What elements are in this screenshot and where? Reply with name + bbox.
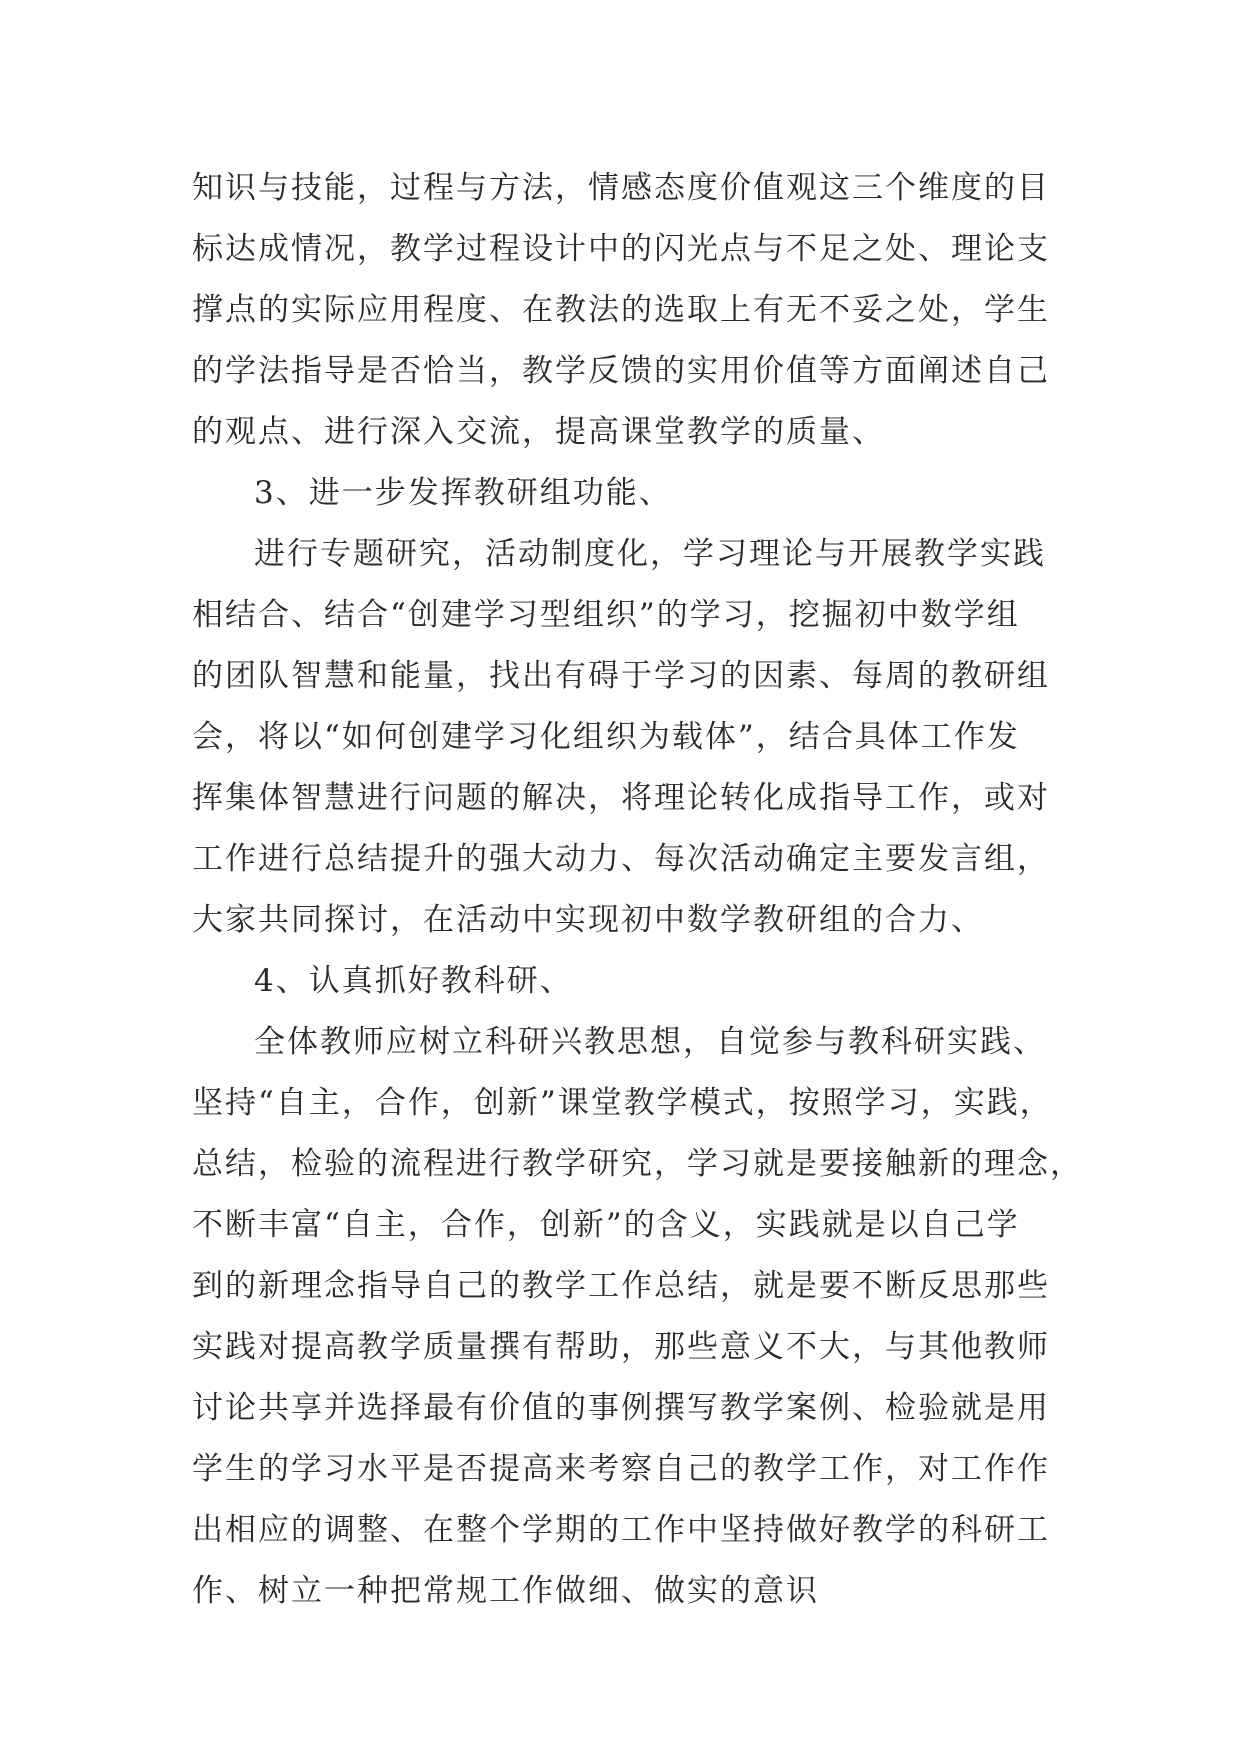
text-line: 撑点的实际应用程度、在教法的选取上有无不妥之处，学生 (192, 292, 1050, 328)
text-line: 知识与技能，过程与方法，情感态度价值观这三个维度的目 (192, 170, 1050, 206)
text-line: 挥集体智慧进行问题的解决，将理论转化成指导工作，或对 (192, 780, 1050, 816)
text-line: 相结合、结合“创建学习型组织”的学习，挖掘初中数学组 (192, 597, 1020, 633)
text-line: 学生的学习水平是否提高来考察自己的教学工作，对工作作 (192, 1451, 1050, 1487)
text-line: 的观点、进行深入交流，提高课堂教学的质量、 (192, 414, 885, 450)
text-line: 标达成情况，教学过程设计中的闪光点与不足之处、理论支 (192, 231, 1050, 267)
text-line: 全体教师应树立科研兴教思想，自觉参与教科研实践、 (254, 1024, 1046, 1060)
text-line: 作、树立一种把常规工作做细、做实的意识 (192, 1573, 819, 1609)
document-body (192, 158, 1083, 1622)
text-line: 的团队智慧和能量，找出有碍于学习的因素、每周的教研组 (192, 658, 1050, 694)
text-line: 不断丰富“自主，合作，创新”的含义，实践就是以自己学 (192, 1207, 1020, 1243)
text-line: 工作进行总结提升的强大动力、每次活动确定主要发言组， (192, 841, 1050, 877)
text-line: 坚持“自主，合作，创新”课堂教学模式，按照学习，实践， (192, 1085, 1053, 1121)
text-line: 3、进一步发挥教研组功能、 (254, 475, 672, 511)
text-line: 实践对提高教学质量撰有帮助，那些意义不大，与其他教师 (192, 1329, 1050, 1365)
text-line: 到的新理念指导自己的教学工作总结，就是要不断反思那些 (192, 1268, 1050, 1304)
text-line: 出相应的调整、在整个学期的工作中坚持做好教学的科研工 (192, 1512, 1050, 1548)
text-line: 会，将以“如何创建学习化组织为载体”，结合具体工作发 (192, 719, 1020, 755)
text-line: 的学法指导是否恰当，教学反馈的实用价值等方面阐述自己 (192, 353, 1050, 389)
text-line: 讨论共享并选择最有价值的事例撰写教学案例、检验就是用 (192, 1390, 1050, 1426)
text-line: 大家共同探讨，在活动中实现初中数学教研组的合力、 (192, 902, 984, 938)
text-line: 4、认真抓好教科研、 (254, 963, 573, 999)
text-line: 总结，检验的流程进行教学研究，学习就是要接触新的理念， (192, 1146, 1083, 1182)
text-line: 进行专题研究，活动制度化，学习理论与开展教学实践 (254, 536, 1046, 572)
